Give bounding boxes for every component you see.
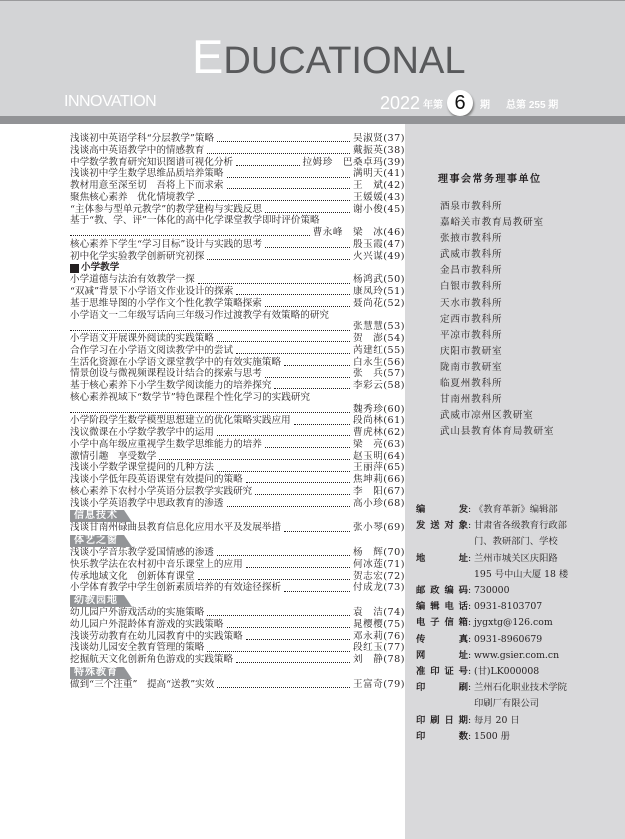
- author-page: 刘 静(78): [353, 654, 405, 665]
- article-title: 小学阶段学生数学模型思想建立的优化策略实践应用: [70, 415, 291, 427]
- info-colon: :: [468, 617, 472, 629]
- dot-leader: [70, 322, 350, 331]
- article-title: 浅谈小学低年段英语课堂有效提问的策略: [70, 474, 243, 485]
- journal-subtitle: INNOVATION: [64, 93, 157, 110]
- toc-entry[interactable]: [70, 345, 405, 357]
- dot-leader: [294, 416, 350, 425]
- council-member: 天水市教科所: [440, 297, 503, 309]
- dot-leader: [227, 180, 351, 189]
- info-value: www.gsier.com.cn: [474, 649, 560, 661]
- toc-entry[interactable]: [70, 357, 405, 369]
- dot-leader: [70, 227, 310, 236]
- dot-leader: [198, 192, 350, 201]
- author-page: 白永生(56): [353, 356, 405, 368]
- info-row: [416, 583, 568, 599]
- article-title: 快乐教学法在农村初中音乐课堂上的应用: [70, 558, 243, 570]
- info-row: [416, 502, 568, 518]
- issue-number-badge: 6: [447, 90, 473, 116]
- toc-entry[interactable]: [70, 157, 405, 169]
- toc-entry[interactable]: [70, 427, 405, 439]
- dot-leader: [274, 380, 350, 389]
- article-title: 生活化资源在小学语文课堂教学中的有效实施策略: [70, 356, 282, 368]
- author-page: 段尚林(61): [353, 415, 405, 427]
- article-title: 幼儿园户外游戏活动的实施策略: [70, 607, 205, 618]
- toc-entry[interactable]: [70, 392, 405, 404]
- dot-leader: [217, 133, 350, 142]
- article-title: 挖掘航天文化创新角色游戏的实践策略: [70, 654, 234, 665]
- info-value: 《教育革新》编辑部: [474, 504, 558, 515]
- author-page: 杨鸿武(50): [353, 274, 405, 286]
- dot-leader: [227, 169, 351, 178]
- section-heading-label: 小学教学: [81, 262, 120, 274]
- dot-leader: [207, 643, 350, 652]
- article-title: “双减”背景下小学语文作业设计的探索: [70, 286, 234, 297]
- toc-entry[interactable]: [70, 333, 405, 345]
- info-colon: :: [468, 649, 472, 661]
- author-page: 贺 澎(54): [353, 333, 405, 344]
- dot-leader: [207, 145, 350, 154]
- toc-entry[interactable]: [70, 522, 405, 534]
- dot-leader: [246, 631, 350, 640]
- article-title: 浅谈甘南州碌曲县教育信息化应用水平及发展举措: [70, 522, 282, 534]
- toc-entry[interactable]: [70, 239, 405, 251]
- info-row: [416, 615, 568, 631]
- author-page: 王媛媛(43): [353, 191, 405, 203]
- author-page: 曹虎林(62): [353, 427, 405, 438]
- toc-entry[interactable]: [70, 251, 405, 263]
- toc-entry[interactable]: [70, 415, 405, 427]
- issue-suffix: 期: [480, 99, 491, 111]
- council-member: 甘南州教科所: [440, 394, 503, 406]
- title-first-letter: E: [192, 30, 224, 83]
- toc-entry-continued[interactable]: [70, 404, 405, 416]
- author-page: 段红玉(77): [353, 642, 405, 654]
- info-value-continued: 印刷厂有限公司: [474, 698, 540, 710]
- article-title: 激情引趣 享受数学: [70, 450, 157, 462]
- info-label: 地 址: [416, 552, 468, 564]
- author-page: 贺志宏(72): [353, 570, 405, 582]
- dot-leader: [217, 679, 350, 688]
- article-title: 浅谈初中学生数学思维品质培养策略: [70, 168, 224, 180]
- author-page: 拉姆珍 巴桑卓玛(39): [302, 156, 405, 168]
- section-tab-heading: 幼教园地: [70, 595, 124, 607]
- dot-leader: [265, 369, 350, 378]
- toc-entry-continued[interactable]: [70, 321, 405, 333]
- info-row: [416, 680, 568, 696]
- toc-entry[interactable]: [70, 474, 405, 486]
- info-label: 传 真: [416, 633, 468, 645]
- author-page: 谢小俊(45): [353, 203, 405, 215]
- dot-leader: [246, 559, 350, 568]
- dot-leader: [159, 451, 350, 460]
- author-page: 高小珍(68): [353, 497, 405, 509]
- dot-leader: [265, 239, 350, 248]
- info-label: 编 辑 电 话: [416, 601, 468, 613]
- issue-info: [380, 90, 558, 116]
- article-title: 小学语文一二年级写话向三年级习作过渡教学有效策略的研究: [70, 309, 330, 321]
- author-page: 邓永莉(76): [353, 630, 405, 642]
- council-member: 临夏州教科所: [440, 378, 503, 390]
- council-member: 武山县教育体育局教研室: [440, 426, 555, 438]
- toc-entry[interactable]: [70, 368, 405, 380]
- info-value: 每月 20 日: [474, 714, 520, 726]
- dot-leader: [236, 286, 350, 295]
- info-row: [416, 599, 568, 615]
- info-value: 0931-8960679: [474, 633, 543, 645]
- info-row: [416, 648, 568, 664]
- toc-entry[interactable]: [70, 571, 405, 583]
- dot-leader: [207, 607, 350, 616]
- article-title: 浅谈小学英语教学中思政教育的渗透: [70, 497, 224, 509]
- council-member: 武威市凉州区教研室: [440, 410, 534, 422]
- info-row: [416, 518, 568, 534]
- publication-info: [416, 502, 568, 745]
- toc-entry[interactable]: [70, 180, 405, 192]
- info-colon: :: [468, 666, 472, 678]
- info-value-continued: 门、教研部门、学校: [474, 536, 558, 548]
- info-label: 准 印 证 号: [416, 666, 468, 678]
- author-page: 王富奇(79): [353, 678, 405, 690]
- dot-leader: [236, 157, 299, 166]
- toc-entry[interactable]: [70, 298, 405, 310]
- article-title: 幼儿园户外混龄体育游戏的实践策略: [70, 618, 224, 630]
- toc-entry[interactable]: [70, 498, 405, 510]
- author-page: 张小琴(69): [353, 522, 405, 534]
- info-row: [416, 713, 568, 729]
- toc-entry[interactable]: [70, 547, 405, 559]
- toc-entry[interactable]: [70, 654, 405, 666]
- author-page: 康凤玲(51): [353, 286, 405, 297]
- article-title: 基于思维导图的小学作文个性化教学策略探索: [70, 297, 262, 309]
- info-value: 甘肃省各级教育行政部: [474, 520, 567, 532]
- article-title: 小学道德与法治有效教学一探: [70, 274, 195, 286]
- council-member: 嘉峪关市教育局教研室: [440, 217, 544, 229]
- section-heading: [70, 262, 405, 274]
- toc-entry[interactable]: [70, 204, 405, 216]
- article-title: 浅谈小学音乐教学爱国情感的渗透: [70, 547, 214, 558]
- article-title: 小学中高年级应重视学生数学思维能力的培养: [70, 438, 262, 450]
- table-of-contents: [70, 133, 405, 691]
- author-page: 王丽萍(65): [353, 462, 405, 474]
- dot-leader: [198, 275, 350, 284]
- author-page: 李彩云(58): [353, 380, 405, 391]
- info-colon: :: [468, 504, 472, 515]
- toc-entry[interactable]: [70, 607, 405, 619]
- toc-entry-continued[interactable]: [70, 227, 405, 239]
- section-tab-heading: 特殊教育: [70, 667, 124, 679]
- article-title: 浅谈小学数学课堂提问的几种方法: [70, 462, 214, 474]
- info-colon: :: [468, 601, 472, 613]
- info-label: 发 送 对 象: [416, 520, 468, 532]
- journal-title: [192, 30, 466, 83]
- council-member: 平凉市教科所: [440, 329, 503, 341]
- author-page: 魏秀珍(60): [353, 403, 405, 415]
- author-page: 晁樱樱(75): [353, 618, 405, 630]
- issue-year-suffix: 年第: [423, 99, 444, 111]
- council-member: 定西市教科所: [440, 313, 503, 325]
- dot-leader: [227, 619, 351, 628]
- dot-leader: [217, 547, 350, 556]
- article-title: 情景创设与微视频课程设计结合的探索与思考: [70, 368, 262, 380]
- dot-leader: [217, 333, 350, 342]
- article-title: 基于核心素养下小学生数学阅读能力的培养探究: [70, 380, 272, 391]
- toc-entry[interactable]: [70, 642, 405, 654]
- toc-entry[interactable]: [70, 380, 405, 392]
- info-colon: :: [468, 682, 472, 694]
- info-label: 电 子 信 箱: [416, 617, 468, 629]
- council-member: 张掖市教科所: [440, 233, 503, 245]
- toc-entry[interactable]: [70, 274, 405, 286]
- article-title: 传承地域文化 创新体育课堂: [70, 570, 195, 582]
- info-row: [416, 729, 568, 745]
- dot-leader: [217, 427, 350, 436]
- dot-leader: [227, 498, 351, 507]
- author-page: 满明天(41): [353, 168, 405, 180]
- author-page: 殷玉霞(47): [353, 238, 405, 250]
- article-title: 合作学习在小学语文阅读教学中的尝试: [70, 344, 234, 356]
- dot-leader: [265, 204, 350, 213]
- info-label: 网 址: [416, 649, 468, 661]
- dot-leader: [284, 583, 350, 592]
- article-title: 浅谈初中英语学科“分层教学”策略: [70, 133, 215, 144]
- info-colon: :: [468, 633, 472, 645]
- author-page: 李 阳(67): [353, 485, 405, 497]
- toc-entry[interactable]: [70, 619, 405, 631]
- toc-entry[interactable]: [70, 286, 405, 298]
- toc-entry[interactable]: [70, 168, 405, 180]
- author-page: 张慧慧(53): [353, 321, 405, 333]
- total-issue: 总第 255 期: [506, 99, 559, 111]
- info-label: 印 数: [416, 730, 468, 742]
- author-page: 梁 亮(63): [353, 438, 405, 450]
- author-page: 芮建红(55): [353, 344, 405, 356]
- info-colon: :: [468, 730, 472, 742]
- article-title: 中学数学教育研究知识图谱可视化分析: [70, 156, 234, 168]
- dot-leader: [207, 251, 350, 260]
- dot-leader: [70, 404, 350, 413]
- issue-year: 2022: [380, 92, 421, 113]
- toc-entry[interactable]: [70, 145, 405, 157]
- dot-leader: [265, 439, 350, 448]
- info-label: 印 刷: [416, 682, 468, 694]
- article-title: 核心素养下学生“学习目标”设计与实践的思考: [70, 238, 263, 250]
- article-title: 聚焦核心素养 优化情境教学: [70, 191, 195, 203]
- dot-leader: [246, 474, 350, 483]
- toc-entry[interactable]: [70, 582, 405, 594]
- article-title: 核心素养视域下“数学节”特色课程个性化学习的实践研究: [70, 391, 311, 403]
- article-title: 浅谈劳动教育在幼儿园教育中的实践策略: [70, 630, 243, 642]
- section-tab-heading: 信息技术: [70, 510, 124, 522]
- council-member-list: [440, 199, 554, 440]
- author-page: 杨 辉(70): [353, 547, 405, 558]
- info-value: 0931-8103707: [474, 601, 543, 613]
- author-page: 袁 洁(74): [353, 607, 405, 618]
- author-page: 付成龙(73): [353, 582, 405, 594]
- info-value: jygxtg@126.com: [474, 617, 553, 629]
- info-row-continued: [416, 534, 568, 550]
- article-title: 基于“教、学、评”一体化的高中化学课堂教学即时评价策略: [70, 215, 320, 227]
- header-divider-band: [0, 116, 625, 124]
- toc-entry[interactable]: [70, 439, 405, 451]
- author-page: 赵玉明(64): [353, 450, 405, 462]
- council-member: 陇南市教研室: [440, 361, 503, 373]
- info-value: 兰州市城关区庆阳路: [474, 552, 558, 564]
- author-page: 吴淑贤(37): [353, 133, 405, 144]
- toc-entry[interactable]: [70, 679, 405, 691]
- info-value: 1500 册: [474, 730, 510, 742]
- council-member: 金昌市教科所: [440, 265, 503, 277]
- info-value: 730000: [474, 585, 510, 597]
- dot-leader: [255, 486, 350, 495]
- council-member: 庆阳市教研室: [440, 345, 503, 357]
- article-title: 做到“三个注重” 提高“送教”实效: [70, 678, 215, 690]
- section-tab-heading: 体艺之窗: [70, 535, 124, 547]
- toc-entry[interactable]: [70, 215, 405, 227]
- council-member: 酒泉市教科所: [440, 201, 503, 212]
- author-page: 何冰莲(71): [353, 558, 405, 570]
- info-colon: :: [468, 585, 472, 597]
- article-title: 浅议微课在小学数学教学中的运用: [70, 427, 214, 438]
- toc-entry[interactable]: [70, 192, 405, 204]
- article-title: 教材用意至深至切 吾将上下而求索: [70, 180, 224, 191]
- council-member: 白银市教科所: [440, 281, 503, 293]
- toc-entry[interactable]: [70, 133, 405, 145]
- dot-leader: [198, 571, 350, 580]
- toc-entry[interactable]: [70, 451, 405, 463]
- info-value: (甘)LK000008: [474, 666, 540, 678]
- info-row: [416, 551, 568, 567]
- author-page: 焦坤莉(66): [353, 474, 405, 485]
- article-title: 浅谈幼儿园安全教育管理的策略: [70, 642, 205, 654]
- dot-leader: [265, 298, 350, 307]
- article-title: 小学语文开展课外阅读的实践策略: [70, 333, 214, 344]
- info-colon: :: [468, 520, 472, 532]
- author-page: 火兴谋(49): [353, 250, 405, 262]
- info-row: [416, 664, 568, 680]
- author-page: 聂尚花(52): [353, 297, 405, 309]
- article-title: 核心素养下农村小学英语分层教学实践研究: [70, 485, 253, 497]
- info-colon: :: [468, 714, 472, 726]
- square-bullet-icon: [70, 264, 79, 273]
- article-title: “主体参与型单元教学”的教学建构与实践反思: [70, 203, 263, 215]
- dot-leader: [236, 345, 350, 354]
- dot-leader: [284, 523, 350, 532]
- author-page: 王 斌(42): [353, 180, 405, 191]
- article-title: 初中化学实验教学创新研究初探: [70, 250, 205, 262]
- toc-entry[interactable]: [70, 462, 405, 474]
- author-page: 张 兵(57): [353, 368, 405, 380]
- toc-entry[interactable]: [70, 486, 405, 498]
- info-label: 印 刷 日 期: [416, 714, 468, 726]
- council-member: 武威市教科所: [440, 249, 503, 261]
- info-value-continued: 195 号中山大厦 18 楼: [474, 568, 569, 580]
- dot-leader: [217, 463, 350, 472]
- info-row-continued: [416, 696, 568, 712]
- info-label: 邮 政 编 码: [416, 585, 468, 597]
- author-page: 曹永峰 梁 冰(46): [312, 227, 405, 238]
- toc-entry[interactable]: [70, 631, 405, 643]
- author-page: 戴振英(38): [353, 144, 405, 156]
- toc-entry[interactable]: [70, 310, 405, 322]
- article-title: 浅谈高中英语教学中的情感教育: [70, 144, 205, 156]
- masthead-header: [0, 0, 625, 117]
- info-row: [416, 632, 568, 648]
- info-label: 编 发: [416, 504, 468, 515]
- dot-leader: [284, 357, 350, 366]
- council-units-title: 理事会常务理事单位: [438, 174, 542, 185]
- info-row-continued: [416, 567, 568, 583]
- toc-entry[interactable]: [70, 559, 405, 571]
- info-value: 兰州石化职业技术学院: [474, 682, 567, 694]
- title-rest: DUCATIONAL: [223, 40, 466, 82]
- info-colon: :: [468, 552, 472, 564]
- dot-leader: [236, 654, 350, 663]
- article-title: 小学体育教学中学生创新素质培养的有效途径探析: [70, 582, 282, 594]
